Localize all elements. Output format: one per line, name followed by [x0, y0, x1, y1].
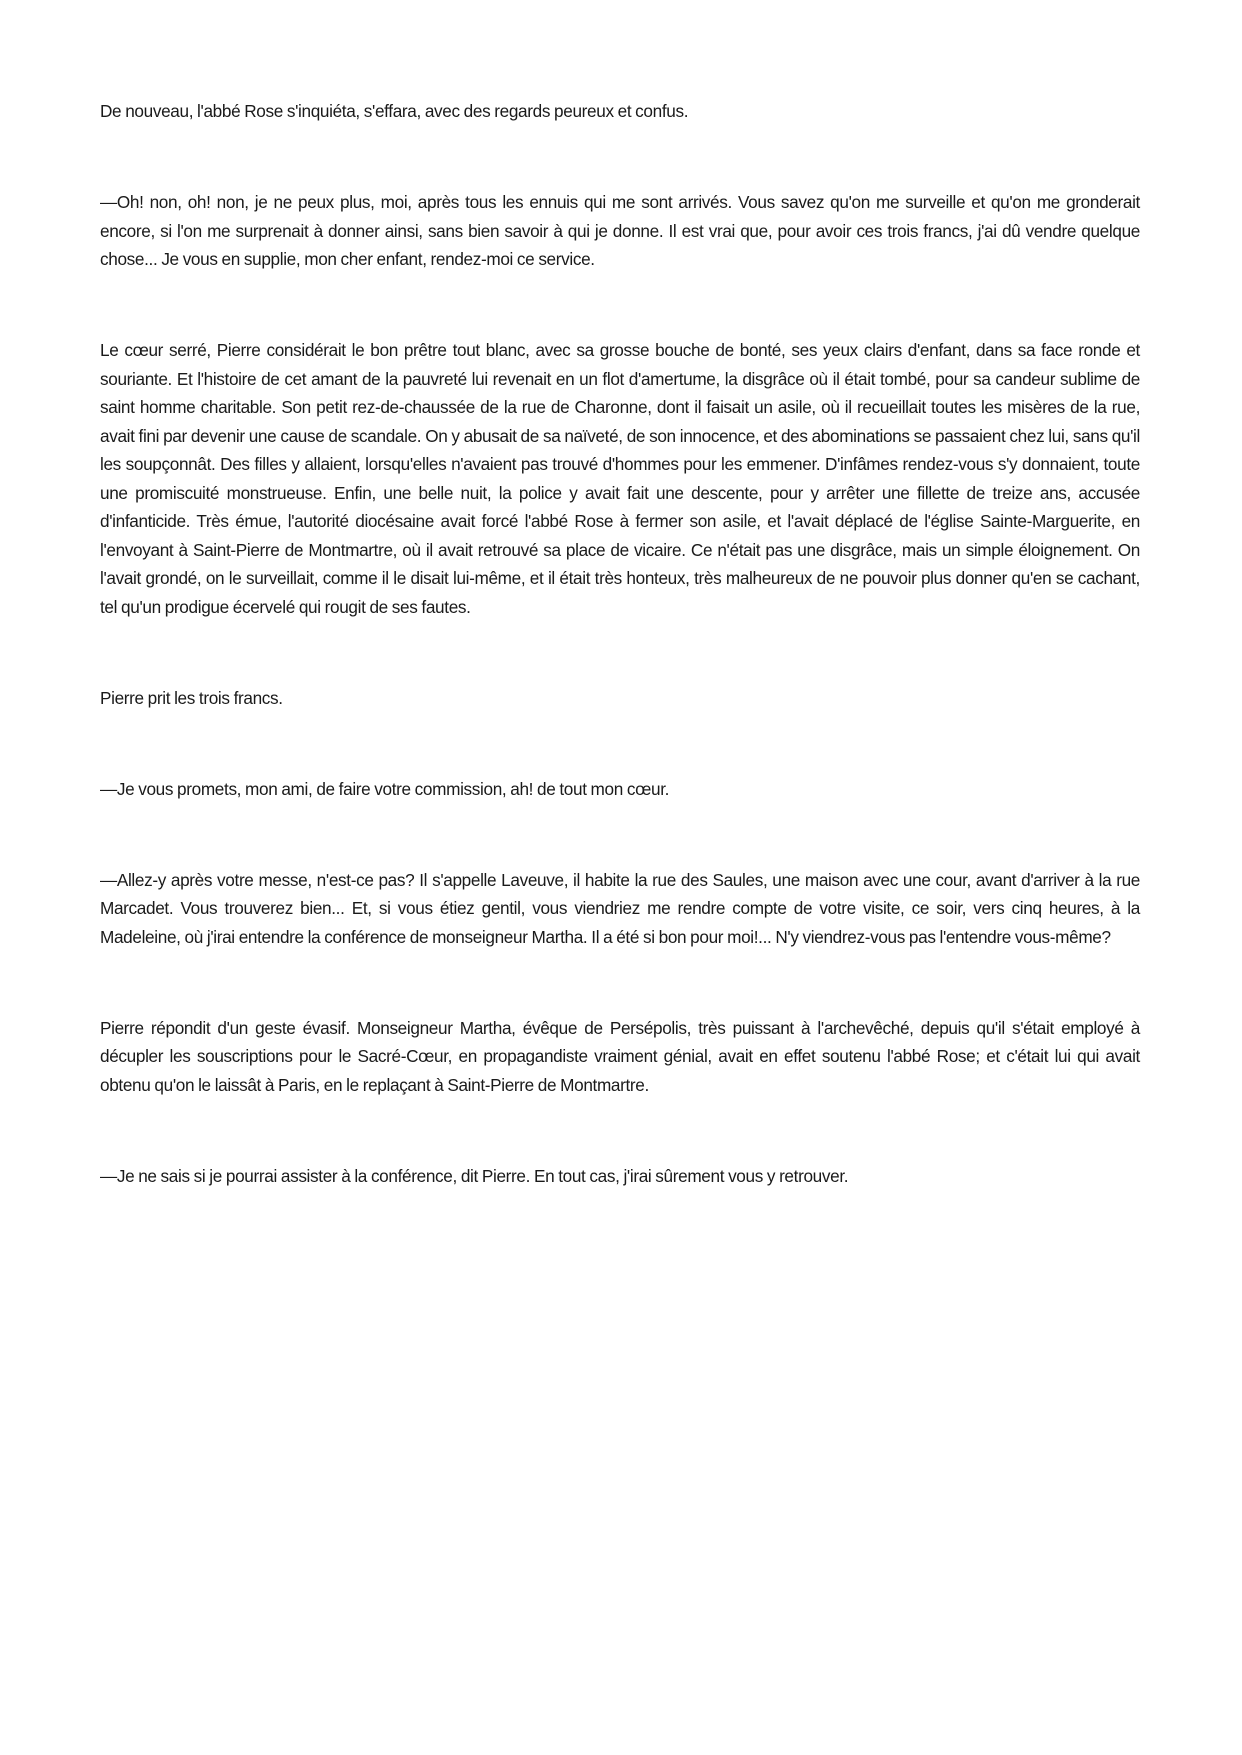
paragraph-3: Le cœur serré, Pierre considérait le bon prêtre tout blanc, avec sa grosse bouche de bonté, ses yeux clairs d'enfant, dans sa face ronde et souriante. Et l'histoire de cet amant de la pauvreté lui revenait en un flot d'amertume, la disgrâce où il était tombé, pour sa candeur sublime de saint homme charitable. Son petit rez-de-chaussée de la rue de Charonne, dont il faisait un asile, où il recueillait toutes les misères de la rue, avait fini par devenir une cause de scandale. On y abusait de sa naïveté, de son innocence, et des abominations se passaient chez lui, sans qu'il les soupçonnât. Des filles y allaient, lorsqu'elles n'avaient pas trouvé d'hommes pour les emmener. D'infâmes rendez-vous s'y donnaient, toute une promiscuité monstrueuse. Enfin, une belle nuit, la police y avait fait une descente, pour y arrêter une fillette de treize ans, accusée d'infanticide. Très émue, l'autorité diocésaine avait forcé l'abbé Rose à fermer son asile, et l'avait déplacé de l'église Sainte-Marguerite, en l'envoyant à Saint-Pierre de Montmartre, où il avait retrouvé sa place de vicaire. Ce n'était pas une disgrâce, mais un simple éloignement. On l'avait grondé, on le surveillait, comme il le disait lui-même, et il était très honteux, très malheureux de ne pouvoir plus donner qu'en se cachant, tel qu'un prodigue écervelé qui rougit de ses fautes. [100, 340, 1140, 617]
paragraph-5: —Je vous promets, mon ami, de faire votre commission, ah! de tout mon cœur. [100, 778, 670, 799]
paragraph-2: —Oh! non, oh! non, je ne peux plus, moi, après tous les ennuis qui me sont arrivés. Vous savez qu'on me surveille et qu'on me gronderait encore, si l'on me surprenait à donner ainsi, sans bien savoir à qui je donne. Il est vrai que, pour avoir ces trois francs, j'ai dû vendre quelque chose... Je vous en supplie, mon cher enfant, rendez-moi ce service. [100, 192, 1140, 269]
paragraph-6: —Allez-y après votre messe, n'est-ce pas? Il s'appelle Laveuve, il habite la rue des Saules, une maison avec une cour, avant d'arriver à la rue Marcadet. Vous trouverez bien... Et, si vous étiez gentil, vous viendriez me rendre compte de votre visite, ce soir, vers cinq heures, à la Madeleine, où j'irai entendre la conférence de monseigneur Martha. Il a été si bon pour moi!... N'y viendrez-vous pas l'entendre vous-même? [100, 869, 1140, 947]
paragraph-1: De nouveau, l'abbé Rose s'inquiéta, s'effara, avec des regards peureux et confus. [100, 101, 689, 121]
paragraph-7: Pierre répondit d'un geste évasif. Monseigneur Martha, évêque de Persépolis, très puissant à l'archevêché, depuis qu'il s'était employé à décupler les souscriptions pour le Sacré-Cœur, en propagandiste vraiment génial, avait en effet soutenu l'abbé Rose; et c'était lui qui avait obtenu qu'on le laissât à Paris, en le replaçant à Saint-Pierre de Montmartre. [100, 1017, 1140, 1095]
paragraph-8: —Je ne sais si je pourrai assister à la conférence, dit Pierre. En tout cas, j'irai sûrement vous y retrouver. [100, 1165, 849, 1186]
document-page [100, 97, 1140, 1190]
paragraph-4: Pierre prit les trois francs. [100, 687, 283, 708]
